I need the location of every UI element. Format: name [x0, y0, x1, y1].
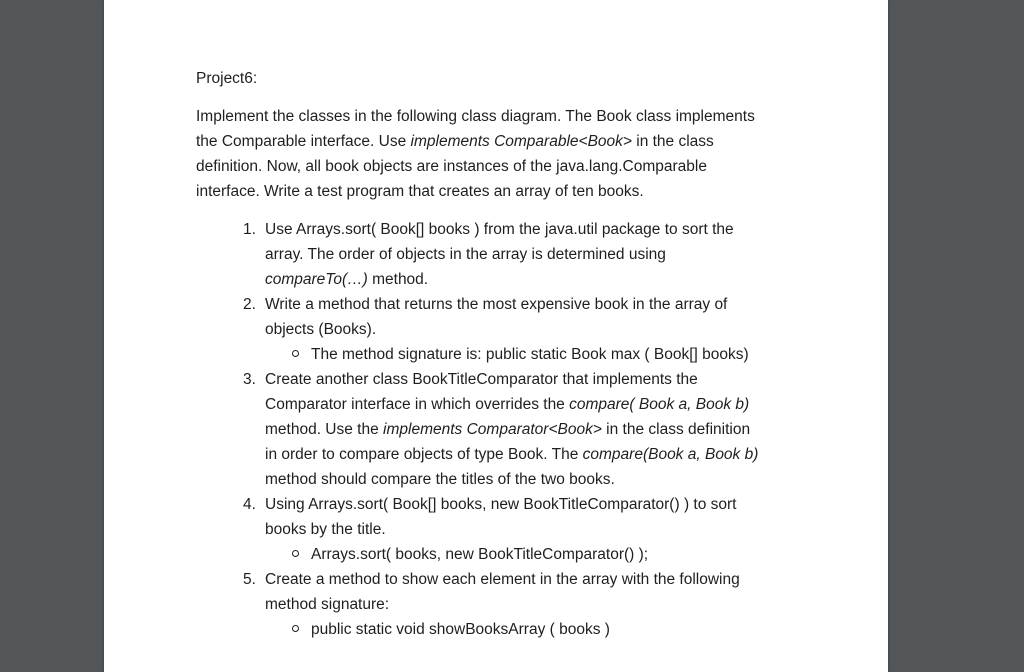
- list-item-line: books by the title.: [265, 521, 386, 538]
- list-item: [196, 217, 816, 292]
- list-item: [196, 292, 816, 342]
- list-item-line: [265, 267, 816, 292]
- hollow-bullet-icon: [292, 625, 299, 632]
- list-number: 3.: [243, 371, 256, 388]
- intro-line: interface. Write a test program that creates an array of ten books.: [196, 183, 644, 200]
- list-number: 5.: [243, 571, 256, 588]
- list-item-text: method.: [367, 271, 429, 288]
- list-item-text: in order to compare objects of type Book. The: [265, 446, 583, 463]
- sub-list-item: [196, 617, 816, 642]
- list-item-line: array. The order of objects in the array is determined using: [265, 246, 666, 263]
- intro-line: [196, 129, 816, 154]
- list-item-code: implements Comparator<Book>: [383, 421, 602, 438]
- list-item-line: Create a method to show each element in the array with the following: [265, 571, 740, 588]
- list-number: 1.: [243, 221, 256, 238]
- list-item-text: in the class definition: [601, 421, 751, 438]
- list-item-line: Create another class BookTitleComparator that implements the: [265, 371, 698, 388]
- document-page: [104, 0, 888, 672]
- sub-list-item-text: Arrays.sort( books, new BookTitleComparator() );: [311, 546, 649, 563]
- list-item-text: Comparator interface in which overrides the: [265, 396, 570, 413]
- hollow-bullet-icon: [292, 350, 299, 357]
- intro-line: definition. Now, all book objects are instances of the java.lang.Comparable: [196, 158, 707, 175]
- list-item-line: [265, 392, 816, 417]
- sub-list-item: [196, 542, 816, 567]
- page-content: [196, 66, 816, 642]
- list-item-code: compareTo(…): [265, 271, 368, 288]
- list-item: [196, 367, 816, 492]
- intro-code: implements Comparable<Book>: [410, 133, 632, 150]
- list-item-code: compare( Book a, Book b): [569, 396, 750, 413]
- list-item-line: [265, 442, 816, 467]
- sub-list-item: [196, 342, 816, 367]
- list-item-line: [265, 417, 816, 442]
- list-item: [196, 492, 816, 542]
- sub-list-item-text: The method signature is: public static Book max ( Book[] books): [311, 346, 749, 363]
- list-number: 2.: [243, 296, 256, 313]
- list-item: [196, 567, 816, 617]
- list-item-line: Use Arrays.sort( Book[] books ) from the java.util package to sort the: [265, 221, 734, 238]
- list-item-code: compare(Book a, Book b): [582, 446, 759, 463]
- document-title: Project6:: [196, 70, 258, 87]
- list-item-line: objects (Books).: [265, 321, 377, 338]
- intro-text: the Comparable interface. Use: [196, 133, 411, 150]
- list-item-line: method signature:: [265, 596, 390, 613]
- list-item-line: Using Arrays.sort( Book[] books, new BookTitleComparator() ) to sort: [265, 496, 737, 513]
- intro-paragraph: [196, 104, 816, 204]
- list-item-line: Write a method that returns the most expensive book in the array of: [265, 296, 728, 313]
- sub-list-item-text: public static void showBooksArray ( books ): [311, 621, 610, 638]
- numbered-list: [196, 217, 816, 642]
- intro-text: in the class: [631, 133, 714, 150]
- list-number: 4.: [243, 496, 256, 513]
- hollow-bullet-icon: [292, 550, 299, 557]
- list-item-line: method should compare the titles of the two books.: [265, 471, 615, 488]
- intro-line: Implement the classes in the following class diagram. The Book class implements: [196, 108, 755, 125]
- list-item-text: method. Use the: [265, 421, 384, 438]
